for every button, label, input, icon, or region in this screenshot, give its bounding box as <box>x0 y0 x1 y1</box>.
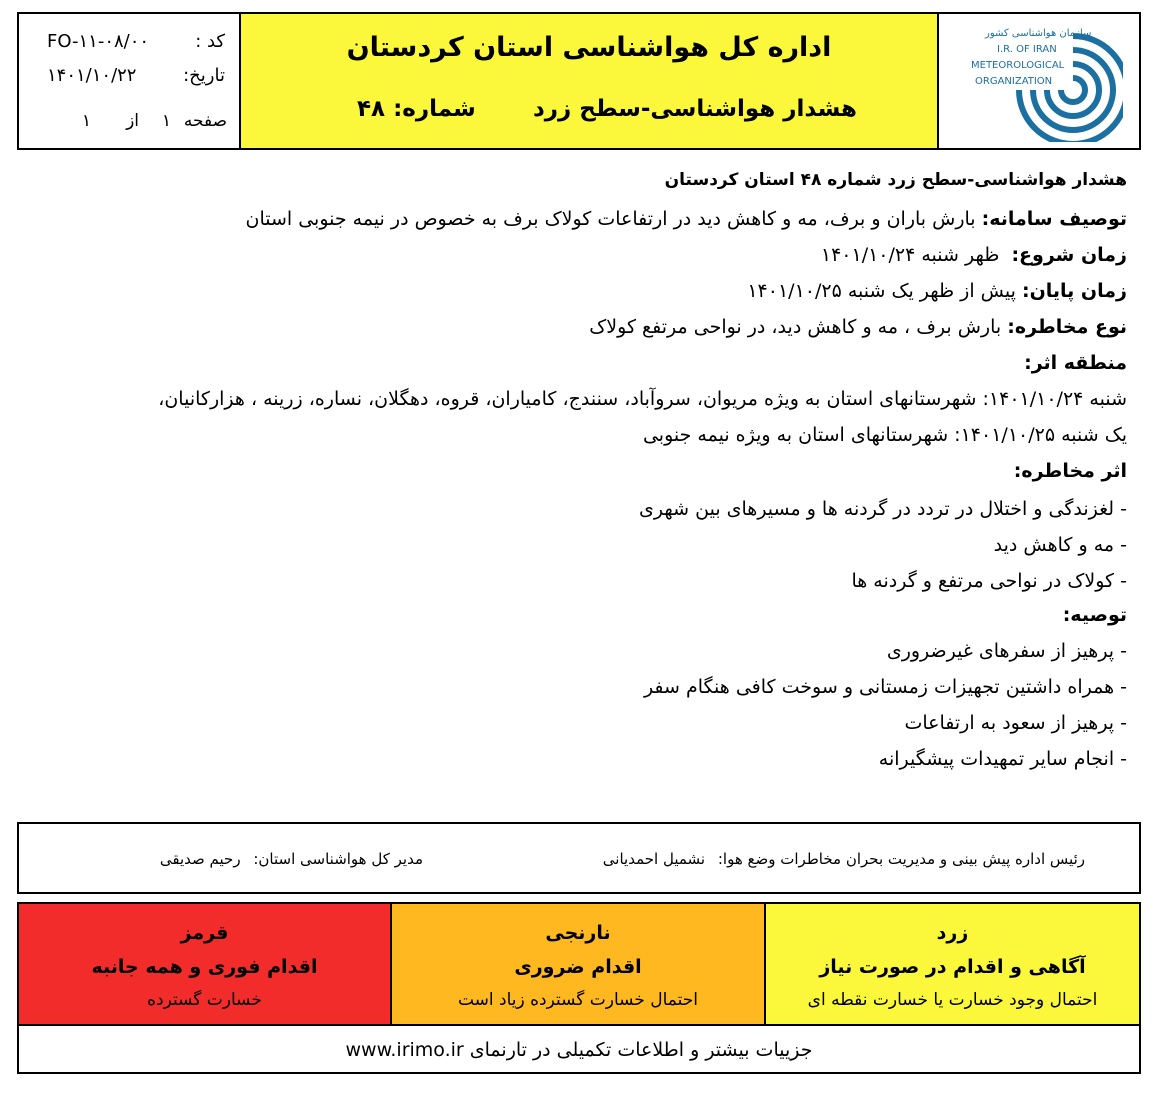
warning-levels-table <box>17 902 1141 1074</box>
warning-level-title: هشدار هواشناسی-سطح زرد <box>533 96 857 122</box>
body-line-text: - پرهیز از سفرهای غیرضروری <box>886 640 1127 662</box>
code-label: کد : <box>195 30 225 52</box>
body-line-label: نوع مخاطره: <box>1007 316 1127 338</box>
body-line-text: پیش از ظهر یک شنبه ۱۴۰۱/۱۰/۲۵ <box>747 280 1022 302</box>
body-line <box>887 640 1127 662</box>
page-number: ۱ <box>161 111 171 131</box>
body-line-text: بارش برف ، مه و کاهش دید، در نواحی مرتفع کولاک <box>589 316 1008 338</box>
body-line-label: توصیف سامانه: <box>981 208 1127 230</box>
director-title: مدیر کل هواشناسی استان: <box>253 850 423 868</box>
forecast-head-name: نشمیل احمدیانی <box>602 850 706 868</box>
body-line <box>589 316 1127 338</box>
body-line-label: زمان پایان: <box>1021 280 1127 302</box>
date-value: ۱۴۰۱/۱۰/۲۲ <box>47 64 137 86</box>
document-meta <box>19 14 241 148</box>
code-value: FO-۱۱-۰۸/۰۰ <box>47 30 150 52</box>
body-line-text: ظهر شنبه ۱۴۰۱/۱۰/۲۴ <box>820 244 1012 266</box>
forecast-head-title: رئیس اداره پیش بینی و مدیریت بحران مخاطرات وضع هوا: <box>717 850 1085 868</box>
level-action: اقدام فوری و همه جانبه <box>91 956 318 978</box>
warning-number: شماره: ۴۸ <box>357 96 476 122</box>
document-title: هشدار هواشناسی-سطح زرد شماره ۴۸ استان کردستان <box>664 170 1127 190</box>
footer-website-note: جزییات بیشتر و اطلاعات تکمیلی در تارنمای www.irimo.ir <box>345 1039 813 1061</box>
level-action: آگاهی و اقدام در صورت نیاز <box>819 956 1086 978</box>
body-line <box>747 280 1127 302</box>
level-yellow <box>766 904 1139 1024</box>
body-line <box>851 570 1127 592</box>
code-row <box>19 26 239 56</box>
director-name: رحیم صدیقی <box>159 850 241 868</box>
level-name: قرمز <box>180 922 229 944</box>
body-line-text: بارش باران و برف، مه و کاهش دید در ارتفاعات کولاک برف به خصوص در نیمه جنوبی استان <box>245 208 982 230</box>
body-line-text: - مه و کاهش دید <box>993 534 1127 556</box>
level-name: نارنجی <box>545 922 611 944</box>
body-line <box>1063 604 1127 626</box>
body-line <box>639 498 1127 520</box>
logo-persian-text: سازمان هواشناسی کشور <box>985 28 1092 39</box>
body-line <box>904 712 1127 734</box>
date-label: تاریخ: <box>183 64 225 86</box>
body-line-text: شنبه ۱۴۰۱/۱۰/۲۴: شهرستانهای استان به ویژه مریوان، سروآباد، سنندج، کامیاران، قروه، دهگلان، نساره، زرینه ، هزارکانیان، <box>158 388 1127 410</box>
body-line <box>644 676 1127 698</box>
body-line <box>879 748 1127 770</box>
body-line-label: اثر مخاطره: <box>1013 460 1127 482</box>
body-line <box>994 534 1127 556</box>
body-line-text: - انجام سایر تمهیدات پیشگیرانه <box>878 748 1127 770</box>
body-line <box>1024 352 1127 374</box>
logo-line1: I.R. OF IRAN <box>997 44 1057 55</box>
level-action: اقدام ضروری <box>514 956 642 978</box>
body-line <box>1014 460 1127 482</box>
body-line <box>245 208 1127 230</box>
page-title: اداره کل هواشناسی استان کردستان <box>346 32 832 63</box>
body-line <box>158 388 1127 410</box>
body-line <box>821 244 1127 266</box>
forecast-head-signature <box>603 850 1085 868</box>
organization-logo <box>939 14 1139 148</box>
signature-box <box>17 822 1141 894</box>
body-line-label: منطقه اثر: <box>1024 352 1127 374</box>
page-label: صفحه <box>183 111 227 131</box>
body-line-label: توصیه: <box>1062 604 1127 626</box>
body-line <box>643 424 1127 446</box>
page-row <box>19 106 239 136</box>
level-name: زرد <box>936 922 969 944</box>
body-line-text: - کولاک در نواحی مرتفع و گردنه ها <box>851 570 1127 592</box>
meteorological-logo-icon <box>953 22 1123 142</box>
logo-line3: ORGANIZATION <box>975 76 1053 87</box>
date-row <box>19 60 239 90</box>
body-line-text: - لغزندگی و اختلال در تردد در گردنه ها و مسیرهای بین شهری <box>639 498 1127 520</box>
level-damage: خسارت گسترده <box>147 990 262 1010</box>
body-line-text: - پرهیز از سعود به ارتفاعات <box>904 712 1127 734</box>
logo-line2: METEOROLOGICAL <box>971 60 1065 71</box>
page-of: از <box>126 111 139 131</box>
level-red <box>19 904 392 1024</box>
level-damage: احتمال وجود خسارت یا خسارت نقطه ای <box>807 990 1098 1010</box>
document-header <box>17 12 1141 150</box>
header-title-block <box>241 14 939 148</box>
director-signature <box>160 850 423 868</box>
level-orange <box>392 904 766 1024</box>
warning-levels-row <box>19 904 1139 1026</box>
body-line-text: یک شنبه ۱۴۰۱/۱۰/۲۵: شهرستانهای استان به ویژه نیمه جنوبی <box>642 424 1127 446</box>
page-total: ۱ <box>81 111 91 131</box>
body-line-label: زمان شروع: <box>1011 244 1127 266</box>
level-damage: احتمال خسارت گسترده زیاد است <box>457 990 698 1010</box>
body-line-text: - همراه داشتین تجهیزات زمستانی و سوخت کافی هنگام سفر <box>643 676 1127 698</box>
